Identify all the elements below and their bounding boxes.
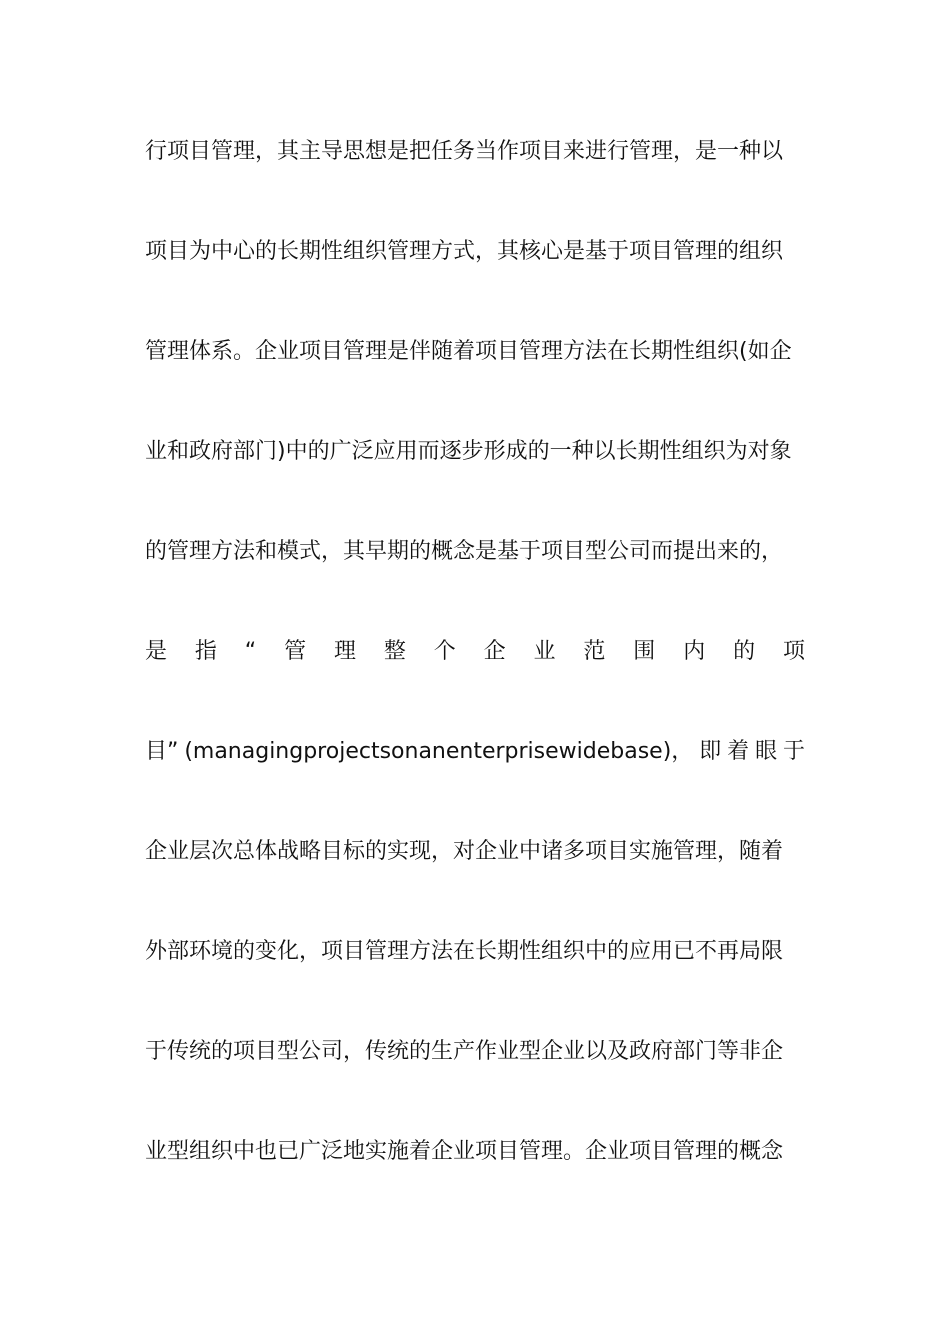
text-line-11: 业型组织中也已广泛地实施着企业项目管理。企业项目管理的概念 <box>145 1139 784 1164</box>
text-line-8: 企业层次总体战略目标的实现，对企业中诸多项目实施管理，随着 <box>145 839 784 864</box>
tail-char: 眼 <box>755 739 778 764</box>
spaced-char: 企 <box>483 639 506 664</box>
spaced-char: 整 <box>383 639 406 664</box>
tail-char: 即 <box>699 739 722 764</box>
spaced-char: 业 <box>533 639 556 664</box>
text-line-2: 项目为中心的长期性组织管理方式，其核心是基于项目管理的组织 <box>145 239 784 264</box>
spaced-char: 的 <box>733 639 756 664</box>
spaced-char: 个 <box>433 639 456 664</box>
text-line-10: 于传统的项目型公司，传统的生产作业型企业以及政府部门等非企 <box>145 1039 784 1064</box>
spaced-char: 内 <box>683 639 706 664</box>
spaced-char: 理 <box>333 639 356 664</box>
spaced-char: 管 <box>284 639 307 664</box>
english-term: (managingprojectsonanenterprisewidebase)， <box>184 739 694 764</box>
spaced-char: 是 <box>145 639 168 664</box>
text-line-6 <box>145 632 805 732</box>
spaced-char: 指 <box>194 639 217 664</box>
text-line-1: 行项目管理，其主导思想是把任务当作项目来进行管理，是一种以 <box>145 139 784 164</box>
tail-char: 于 <box>782 739 805 764</box>
body-text <box>145 132 805 1232</box>
tail-char: 着 <box>727 739 750 764</box>
text-line-9: 外部环境的变化，项目管理方法在长期性组织中的应用已不再局限 <box>145 939 784 964</box>
text-line-3: 管理体系。企业项目管理是伴随着项目管理方法在长期性组织(如企 <box>145 339 792 364</box>
line-lead: 目” <box>145 739 179 764</box>
text-line-5: 的管理方法和模式，其早期的概念是基于项目型公司而提出来的， <box>145 539 784 564</box>
spaced-char: 范 <box>583 639 606 664</box>
spaced-char: “ <box>244 639 257 664</box>
spaced-char: 围 <box>633 639 656 664</box>
text-line-7 <box>145 732 805 832</box>
spaced-char: 项 <box>782 639 805 664</box>
text-line-4: 业和政府部门)中的广泛应用而逐步形成的一种以长期性组织为对象 <box>145 439 792 464</box>
